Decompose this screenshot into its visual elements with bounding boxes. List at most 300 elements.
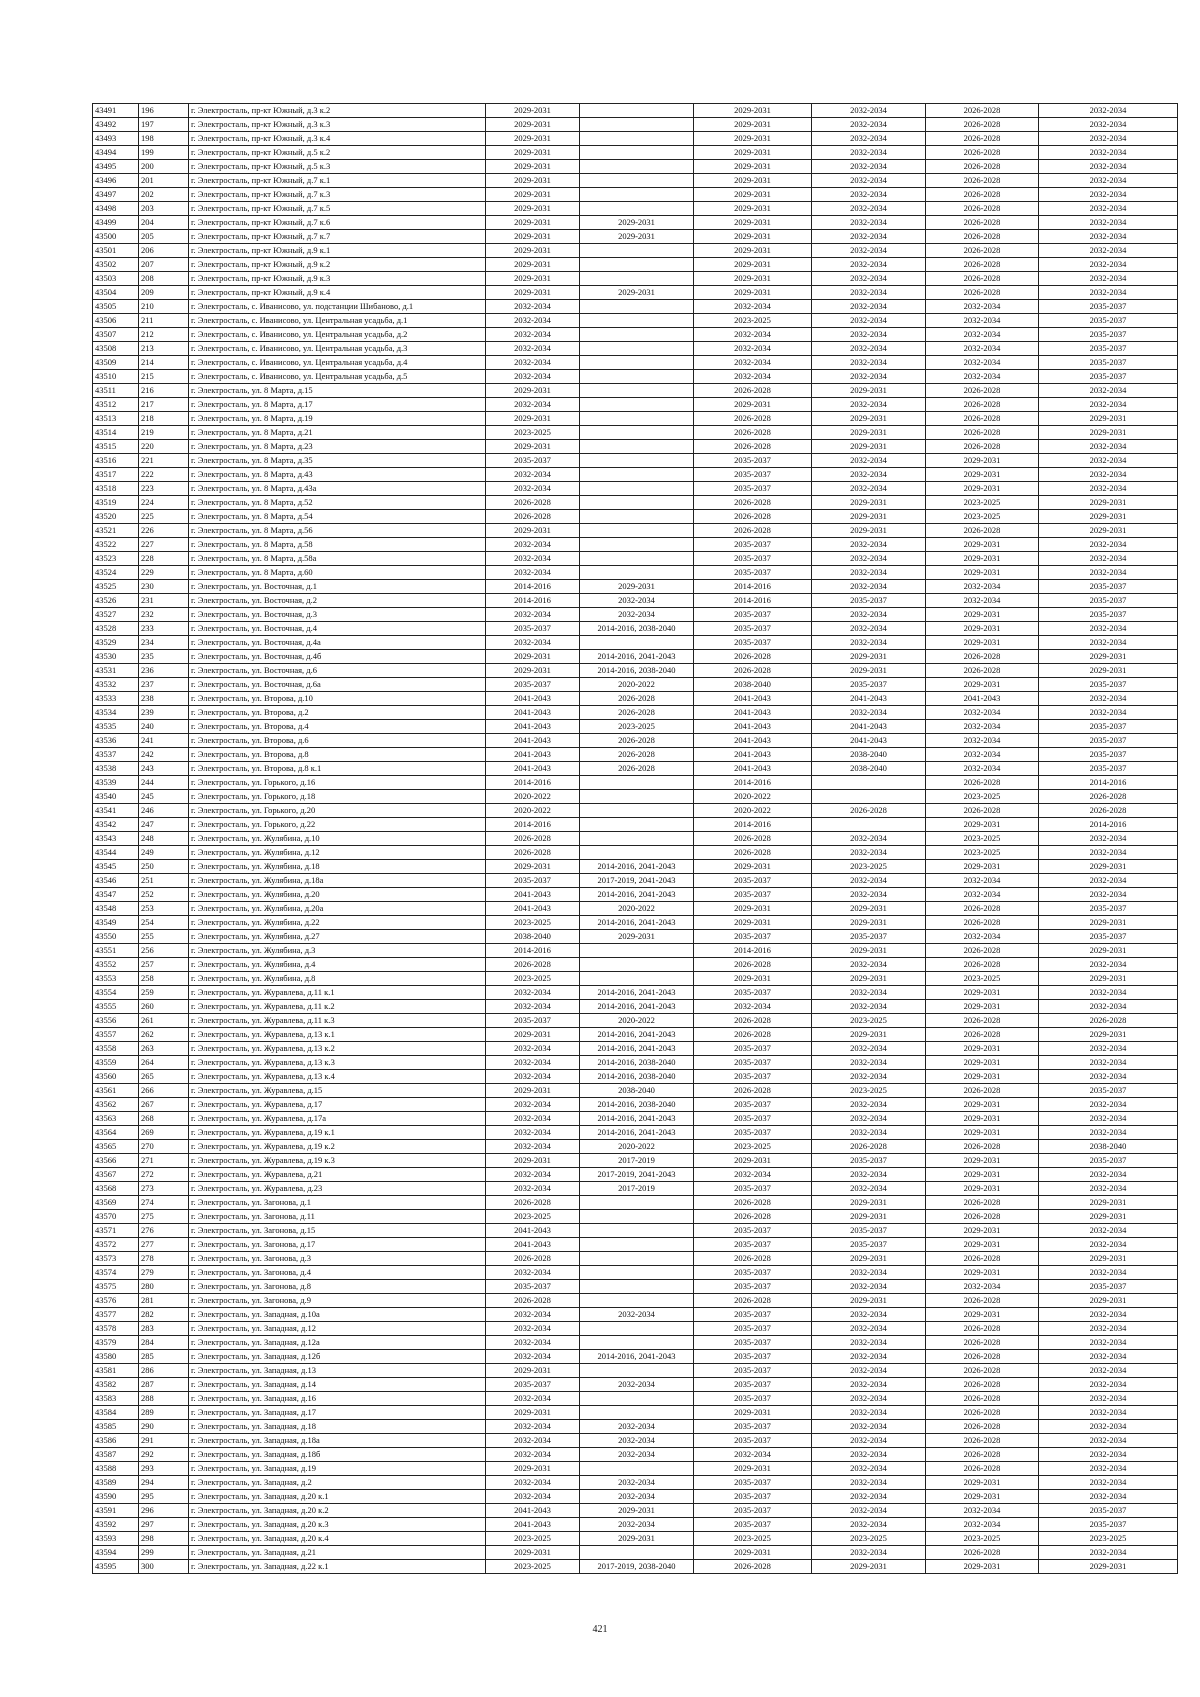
table-row — [93, 706, 1178, 720]
period-6-cell: 2035-2037 — [1039, 1504, 1178, 1518]
period-6-cell: 2029-2031 — [1039, 1560, 1178, 1574]
period-4-cell: 2032-2034 — [812, 132, 926, 146]
record-id-cell: 43540 — [93, 790, 139, 804]
period-3-cell: 2035-2037 — [694, 1392, 812, 1406]
address-cell: г. Электросталь, ул. Жулябина, д.18а — [189, 874, 486, 888]
address-cell: г. Электросталь, ул. Западная, д.18 — [189, 1420, 486, 1434]
period-4-cell: 2029-2031 — [812, 1560, 926, 1574]
period-3-cell: 2035-2037 — [694, 1098, 812, 1112]
period-2-cell — [580, 1266, 694, 1280]
record-id-cell: 43594 — [93, 1546, 139, 1560]
record-id-cell: 43507 — [93, 328, 139, 342]
period-5-cell: 2026-2028 — [926, 944, 1039, 958]
period-4-cell: 2032-2034 — [812, 1070, 926, 1084]
period-5-cell: 2029-2031 — [926, 482, 1039, 496]
row-number-cell: 221 — [139, 454, 189, 468]
period-5-cell: 2026-2028 — [926, 902, 1039, 916]
period-1-cell: 2032-2034 — [486, 1322, 580, 1336]
period-3-cell: 2035-2037 — [694, 538, 812, 552]
period-6-cell: 2029-2031 — [1039, 524, 1178, 538]
period-6-cell: 2032-2034 — [1039, 1350, 1178, 1364]
period-5-cell: 2029-2031 — [926, 1126, 1039, 1140]
period-4-cell: 2032-2034 — [812, 300, 926, 314]
record-id-cell: 43543 — [93, 832, 139, 846]
record-id-cell: 43589 — [93, 1476, 139, 1490]
period-1-cell: 2029-2031 — [486, 174, 580, 188]
period-1-cell: 2026-2028 — [486, 496, 580, 510]
period-1-cell: 2041-2043 — [486, 692, 580, 706]
period-1-cell: 2020-2022 — [486, 804, 580, 818]
period-4-cell: 2032-2034 — [812, 580, 926, 594]
period-2-cell: 2017-2019 — [580, 1154, 694, 1168]
period-3-cell: 2035-2037 — [694, 1126, 812, 1140]
record-id-cell: 43552 — [93, 958, 139, 972]
record-id-cell: 43518 — [93, 482, 139, 496]
table-row — [93, 146, 1178, 160]
period-2-cell — [580, 636, 694, 650]
period-3-cell: 2041-2043 — [694, 762, 812, 776]
table-row — [93, 272, 1178, 286]
address-cell: г. Электросталь, пр-кт Южный, д.9 к.4 — [189, 286, 486, 300]
period-4-cell: 2029-2031 — [812, 1196, 926, 1210]
table-row — [93, 216, 1178, 230]
period-3-cell: 2029-2031 — [694, 244, 812, 258]
period-4-cell: 2032-2034 — [812, 230, 926, 244]
period-2-cell — [580, 538, 694, 552]
period-1-cell: 2014-2016 — [486, 776, 580, 790]
period-1-cell: 2029-2031 — [486, 1364, 580, 1378]
period-1-cell: 2032-2034 — [486, 1336, 580, 1350]
period-2-cell — [580, 846, 694, 860]
period-4-cell: 2032-2034 — [812, 1000, 926, 1014]
period-2-cell: 2014-2016, 2041-2043 — [580, 1028, 694, 1042]
record-id-cell: 43516 — [93, 454, 139, 468]
row-number-cell: 297 — [139, 1518, 189, 1532]
table-row — [93, 1518, 1178, 1532]
period-5-cell: 2041-2043 — [926, 692, 1039, 706]
period-1-cell: 2029-2031 — [486, 244, 580, 258]
table-row — [93, 1476, 1178, 1490]
period-3-cell: 2026-2028 — [694, 524, 812, 538]
period-3-cell: 2035-2037 — [694, 636, 812, 650]
row-number-cell: 214 — [139, 356, 189, 370]
period-3-cell: 2035-2037 — [694, 1112, 812, 1126]
period-1-cell: 2032-2034 — [486, 986, 580, 1000]
address-cell: г. Электросталь, ул. 8 Марта, д.15 — [189, 384, 486, 398]
address-cell: г. Электросталь, ул. Жулябина, д.27 — [189, 930, 486, 944]
row-number-cell: 208 — [139, 272, 189, 286]
period-1-cell: 2032-2034 — [486, 1182, 580, 1196]
period-2-cell: 2014-2016, 2038-2040 — [580, 622, 694, 636]
period-2-cell: 2029-2031 — [580, 230, 694, 244]
period-5-cell: 2032-2034 — [926, 328, 1039, 342]
period-4-cell: 2032-2034 — [812, 1434, 926, 1448]
period-6-cell: 2032-2034 — [1039, 230, 1178, 244]
period-4-cell: 2032-2034 — [812, 1490, 926, 1504]
period-5-cell: 2026-2028 — [926, 1420, 1039, 1434]
period-1-cell: 2041-2043 — [486, 734, 580, 748]
row-number-cell: 282 — [139, 1308, 189, 1322]
address-cell: г. Электросталь, ул. Журавлева, д.13 к.2 — [189, 1042, 486, 1056]
period-2-cell — [580, 398, 694, 412]
period-6-cell: 2032-2034 — [1039, 888, 1178, 902]
record-id-cell: 43570 — [93, 1210, 139, 1224]
period-2-cell — [580, 426, 694, 440]
period-2-cell — [580, 132, 694, 146]
period-3-cell: 2035-2037 — [694, 608, 812, 622]
table-row — [93, 1308, 1178, 1322]
record-id-cell: 43581 — [93, 1364, 139, 1378]
row-number-cell: 258 — [139, 972, 189, 986]
record-id-cell: 43574 — [93, 1266, 139, 1280]
period-1-cell: 2032-2034 — [486, 1490, 580, 1504]
period-1-cell: 2032-2034 — [486, 1392, 580, 1406]
row-number-cell: 200 — [139, 160, 189, 174]
row-number-cell: 230 — [139, 580, 189, 594]
table-row — [93, 1182, 1178, 1196]
period-4-cell: 2032-2034 — [812, 1168, 926, 1182]
address-cell: г. Электросталь, ул. Горького, д.16 — [189, 776, 486, 790]
period-1-cell: 2029-2031 — [486, 118, 580, 132]
period-1-cell: 2032-2034 — [486, 398, 580, 412]
period-4-cell: 2032-2034 — [812, 370, 926, 384]
period-6-cell: 2032-2034 — [1039, 1056, 1178, 1070]
period-5-cell: 2023-2025 — [926, 846, 1039, 860]
period-4-cell: 2029-2031 — [812, 412, 926, 426]
table-row — [93, 230, 1178, 244]
period-6-cell: 2035-2037 — [1039, 720, 1178, 734]
period-5-cell: 2026-2028 — [926, 1406, 1039, 1420]
period-2-cell — [580, 1336, 694, 1350]
record-id-cell: 43568 — [93, 1182, 139, 1196]
period-1-cell: 2035-2037 — [486, 678, 580, 692]
table-row — [93, 972, 1178, 986]
address-cell: г. Электросталь, ул. Журавлева, д.21 — [189, 1168, 486, 1182]
row-number-cell: 239 — [139, 706, 189, 720]
period-1-cell: 2026-2028 — [486, 1294, 580, 1308]
period-4-cell: 2032-2034 — [812, 1462, 926, 1476]
period-6-cell: 2032-2034 — [1039, 398, 1178, 412]
period-2-cell: 2032-2034 — [580, 1476, 694, 1490]
address-cell: г. Электросталь, ул. Восточная, д.2 — [189, 594, 486, 608]
period-2-cell: 2032-2034 — [580, 1378, 694, 1392]
table-row — [93, 692, 1178, 706]
period-3-cell: 2029-2031 — [694, 398, 812, 412]
row-number-cell: 217 — [139, 398, 189, 412]
address-cell: г. Электросталь, ул. Западная, д.12б — [189, 1350, 486, 1364]
period-1-cell: 2029-2031 — [486, 202, 580, 216]
period-6-cell: 2029-2031 — [1039, 1210, 1178, 1224]
period-6-cell: 2035-2037 — [1039, 608, 1178, 622]
record-id-cell: 43579 — [93, 1336, 139, 1350]
period-2-cell — [580, 1462, 694, 1476]
period-1-cell: 2032-2034 — [486, 482, 580, 496]
row-number-cell: 259 — [139, 986, 189, 1000]
row-number-cell: 276 — [139, 1224, 189, 1238]
period-4-cell: 2032-2034 — [812, 1112, 926, 1126]
period-5-cell: 2029-2031 — [926, 1224, 1039, 1238]
period-5-cell: 2026-2028 — [926, 146, 1039, 160]
row-number-cell: 241 — [139, 734, 189, 748]
address-cell: г. Электросталь, пр-кт Южный, д.7 к.1 — [189, 174, 486, 188]
period-2-cell: 2014-2016, 2041-2043 — [580, 1126, 694, 1140]
period-4-cell: 2032-2034 — [812, 1350, 926, 1364]
period-1-cell: 2029-2031 — [486, 1462, 580, 1476]
period-2-cell — [580, 1196, 694, 1210]
row-number-cell: 286 — [139, 1364, 189, 1378]
period-6-cell: 2029-2031 — [1039, 944, 1178, 958]
period-1-cell: 2023-2025 — [486, 972, 580, 986]
period-5-cell: 2026-2028 — [926, 188, 1039, 202]
row-number-cell: 285 — [139, 1350, 189, 1364]
record-id-cell: 43522 — [93, 538, 139, 552]
row-number-cell: 283 — [139, 1322, 189, 1336]
record-id-cell: 43496 — [93, 174, 139, 188]
address-cell: г. Электросталь, ул. Журавлева, д.19 к.2 — [189, 1140, 486, 1154]
period-5-cell: 2026-2028 — [926, 958, 1039, 972]
row-number-cell: 277 — [139, 1238, 189, 1252]
table-row — [93, 1462, 1178, 1476]
period-4-cell: 2029-2031 — [812, 902, 926, 916]
record-id-cell: 43576 — [93, 1294, 139, 1308]
period-5-cell: 2023-2025 — [926, 972, 1039, 986]
address-cell: г. Электросталь, ул. Западная, д.19 — [189, 1462, 486, 1476]
table-row — [93, 636, 1178, 650]
table-row — [93, 370, 1178, 384]
period-4-cell: 2041-2043 — [812, 720, 926, 734]
table-row — [93, 552, 1178, 566]
period-1-cell: 2029-2031 — [486, 1546, 580, 1560]
period-2-cell — [580, 510, 694, 524]
period-2-cell: 2014-2016, 2041-2043 — [580, 1042, 694, 1056]
period-3-cell: 2026-2028 — [694, 426, 812, 440]
period-3-cell: 2029-2031 — [694, 972, 812, 986]
period-3-cell: 2026-2028 — [694, 1196, 812, 1210]
period-3-cell: 2023-2025 — [694, 1140, 812, 1154]
period-2-cell — [580, 972, 694, 986]
address-cell: г. Электросталь, ул. Загонова, д.4 — [189, 1266, 486, 1280]
period-4-cell: 2029-2031 — [812, 524, 926, 538]
table-row — [93, 1448, 1178, 1462]
table-row — [93, 916, 1178, 930]
period-6-cell: 2032-2034 — [1039, 874, 1178, 888]
record-id-cell: 43532 — [93, 678, 139, 692]
period-5-cell: 2026-2028 — [926, 244, 1039, 258]
table-row — [93, 118, 1178, 132]
row-number-cell: 211 — [139, 314, 189, 328]
table-row — [93, 132, 1178, 146]
row-number-cell: 288 — [139, 1392, 189, 1406]
period-3-cell: 2032-2034 — [694, 1448, 812, 1462]
address-cell: г. Электросталь, ул. 8 Марта, д.52 — [189, 496, 486, 510]
period-4-cell: 2032-2034 — [812, 398, 926, 412]
record-id-cell: 43575 — [93, 1280, 139, 1294]
period-6-cell: 2035-2037 — [1039, 356, 1178, 370]
table-row — [93, 104, 1178, 118]
record-id-cell: 43537 — [93, 748, 139, 762]
table-row — [93, 734, 1178, 748]
address-cell: г. Электросталь, пр-кт Южный, д.5 к.2 — [189, 146, 486, 160]
period-2-cell: 2014-2016, 2038-2040 — [580, 1070, 694, 1084]
period-6-cell: 2032-2034 — [1039, 636, 1178, 650]
period-5-cell: 2032-2034 — [926, 356, 1039, 370]
period-3-cell: 2035-2037 — [694, 1266, 812, 1280]
period-1-cell: 2029-2031 — [486, 258, 580, 272]
record-id-cell: 43536 — [93, 734, 139, 748]
row-number-cell: 279 — [139, 1266, 189, 1280]
address-cell: г. Электросталь, с. Иванисово, ул. Центральная усадьба, д.5 — [189, 370, 486, 384]
period-5-cell: 2026-2028 — [926, 664, 1039, 678]
table-row — [93, 1434, 1178, 1448]
address-cell: г. Электросталь, ул. Загонова, д.8 — [189, 1280, 486, 1294]
period-4-cell: 2029-2031 — [812, 1028, 926, 1042]
period-2-cell: 2026-2028 — [580, 748, 694, 762]
table-row — [93, 1532, 1178, 1546]
record-id-cell: 43585 — [93, 1420, 139, 1434]
period-2-cell — [580, 1392, 694, 1406]
period-4-cell: 2029-2031 — [812, 944, 926, 958]
period-3-cell: 2026-2028 — [694, 1014, 812, 1028]
period-2-cell: 2032-2034 — [580, 1434, 694, 1448]
address-cell: г. Электросталь, ул. Загонова, д.17 — [189, 1238, 486, 1252]
period-6-cell: 2032-2034 — [1039, 1336, 1178, 1350]
row-number-cell: 298 — [139, 1532, 189, 1546]
row-number-cell: 284 — [139, 1336, 189, 1350]
table-row — [93, 930, 1178, 944]
period-3-cell: 2029-2031 — [694, 202, 812, 216]
period-3-cell: 2035-2037 — [694, 622, 812, 636]
period-3-cell: 2026-2028 — [694, 846, 812, 860]
record-id-cell: 43510 — [93, 370, 139, 384]
period-5-cell: 2026-2028 — [926, 776, 1039, 790]
period-3-cell: 2035-2037 — [694, 552, 812, 566]
table-row — [93, 1056, 1178, 1070]
table-row — [93, 1042, 1178, 1056]
row-number-cell: 290 — [139, 1420, 189, 1434]
period-5-cell: 2026-2028 — [926, 286, 1039, 300]
record-id-cell: 43527 — [93, 608, 139, 622]
period-3-cell: 2020-2022 — [694, 790, 812, 804]
record-id-cell: 43565 — [93, 1140, 139, 1154]
period-4-cell: 2032-2034 — [812, 566, 926, 580]
period-3-cell: 2029-2031 — [694, 258, 812, 272]
table-row — [93, 1168, 1178, 1182]
table-row — [93, 944, 1178, 958]
address-cell: г. Электросталь, ул. Жулябина, д.20 — [189, 888, 486, 902]
row-number-cell: 255 — [139, 930, 189, 944]
period-5-cell: 2026-2028 — [926, 1434, 1039, 1448]
record-id-cell: 43582 — [93, 1378, 139, 1392]
row-number-cell: 265 — [139, 1070, 189, 1084]
period-2-cell: 2014-2016, 2038-2040 — [580, 1098, 694, 1112]
table-row — [93, 244, 1178, 258]
period-1-cell: 2026-2028 — [486, 958, 580, 972]
period-5-cell: 2029-2031 — [926, 1168, 1039, 1182]
period-4-cell: 2032-2034 — [812, 958, 926, 972]
period-1-cell: 2032-2034 — [486, 1056, 580, 1070]
address-cell: г. Электросталь, ул. Второва, д.4 — [189, 720, 486, 734]
row-number-cell: 252 — [139, 888, 189, 902]
record-id-cell: 43551 — [93, 944, 139, 958]
period-1-cell: 2032-2034 — [486, 566, 580, 580]
period-4-cell: 2032-2034 — [812, 468, 926, 482]
period-3-cell: 2029-2031 — [694, 916, 812, 930]
period-2-cell — [580, 202, 694, 216]
row-number-cell: 219 — [139, 426, 189, 440]
period-3-cell: 2035-2037 — [694, 468, 812, 482]
period-3-cell: 2032-2034 — [694, 1168, 812, 1182]
address-cell: г. Электросталь, пр-кт Южный, д.3 к.2 — [189, 104, 486, 118]
record-id-cell: 43560 — [93, 1070, 139, 1084]
address-cell: г. Электросталь, ул. Восточная, д.6 — [189, 664, 486, 678]
period-6-cell: 2035-2037 — [1039, 342, 1178, 356]
period-2-cell — [580, 328, 694, 342]
row-number-cell: 273 — [139, 1182, 189, 1196]
period-5-cell: 2032-2034 — [926, 734, 1039, 748]
record-id-cell: 43514 — [93, 426, 139, 440]
period-6-cell: 2032-2034 — [1039, 706, 1178, 720]
table-row — [93, 286, 1178, 300]
period-5-cell: 2026-2028 — [926, 104, 1039, 118]
period-1-cell: 2029-2031 — [486, 230, 580, 244]
table-row — [93, 608, 1178, 622]
period-6-cell: 2032-2034 — [1039, 1476, 1178, 1490]
table-row — [93, 174, 1178, 188]
period-1-cell: 2032-2034 — [486, 328, 580, 342]
period-2-cell — [580, 1546, 694, 1560]
row-number-cell: 275 — [139, 1210, 189, 1224]
period-2-cell — [580, 160, 694, 174]
table-row — [93, 440, 1178, 454]
record-id-cell: 43556 — [93, 1014, 139, 1028]
period-3-cell: 2029-2031 — [694, 146, 812, 160]
period-3-cell: 2041-2043 — [694, 706, 812, 720]
period-2-cell — [580, 804, 694, 818]
period-2-cell: 2032-2034 — [580, 1490, 694, 1504]
record-id-cell: 43572 — [93, 1238, 139, 1252]
period-4-cell: 2023-2025 — [812, 1084, 926, 1098]
row-number-cell: 237 — [139, 678, 189, 692]
table-row — [93, 1392, 1178, 1406]
address-cell: г. Электросталь, ул. Восточная, д.4 — [189, 622, 486, 636]
period-3-cell: 2032-2034 — [694, 342, 812, 356]
table-row — [93, 902, 1178, 916]
period-3-cell: 2029-2031 — [694, 1546, 812, 1560]
period-6-cell: 2029-2031 — [1039, 664, 1178, 678]
period-6-cell: 2032-2034 — [1039, 1490, 1178, 1504]
period-1-cell: 2032-2034 — [486, 538, 580, 552]
row-number-cell: 235 — [139, 650, 189, 664]
period-4-cell: 2035-2037 — [812, 1238, 926, 1252]
row-number-cell: 248 — [139, 832, 189, 846]
record-id-cell: 43595 — [93, 1560, 139, 1574]
table-row — [93, 664, 1178, 678]
period-2-cell: 2017-2019, 2041-2043 — [580, 1168, 694, 1182]
period-5-cell: 2029-2031 — [926, 1056, 1039, 1070]
period-1-cell: 2029-2031 — [486, 440, 580, 454]
row-number-cell: 292 — [139, 1448, 189, 1462]
period-3-cell: 2035-2037 — [694, 1434, 812, 1448]
row-number-cell: 280 — [139, 1280, 189, 1294]
record-id-cell: 43509 — [93, 356, 139, 370]
record-id-cell: 43557 — [93, 1028, 139, 1042]
period-4-cell: 2029-2031 — [812, 384, 926, 398]
period-6-cell: 2032-2034 — [1039, 188, 1178, 202]
record-id-cell: 43531 — [93, 664, 139, 678]
address-cell: г. Электросталь, пр-кт Южный, д.3 к.4 — [189, 132, 486, 146]
record-id-cell: 43521 — [93, 524, 139, 538]
period-1-cell: 2026-2028 — [486, 1196, 580, 1210]
